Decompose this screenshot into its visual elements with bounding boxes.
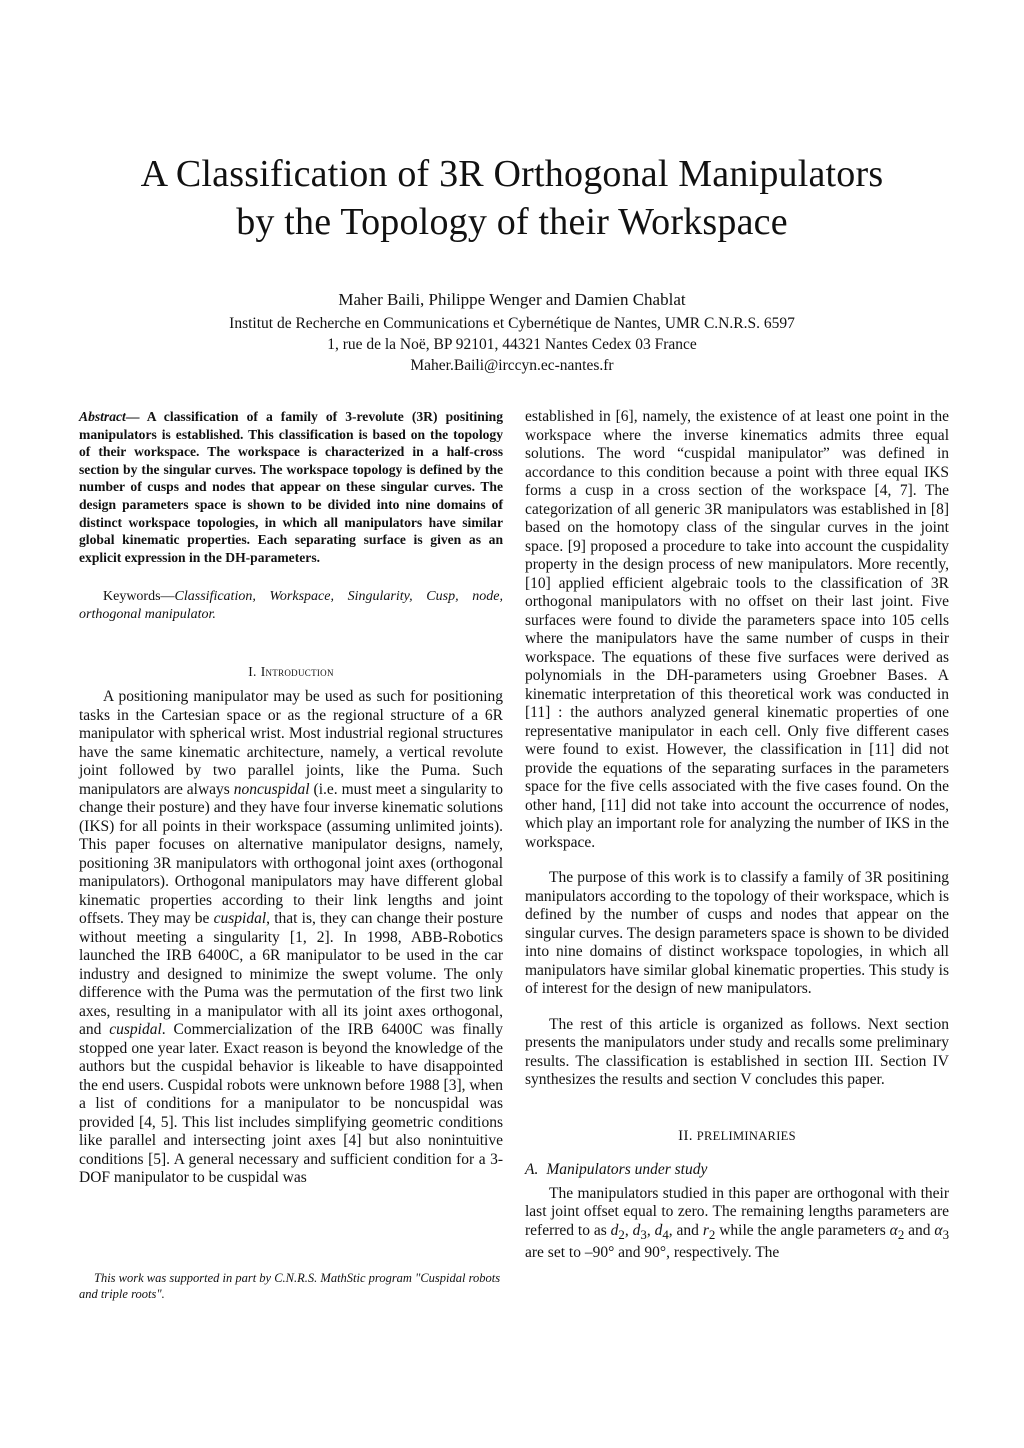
paper-title [0,150,1024,246]
abstract-dash: — [125,409,140,424]
subsection-letter: A. [525,1160,539,1178]
symbol-d: d [610,1221,619,1239]
separator: , and [668,1221,703,1239]
intro-emphasis-noncuspidal: noncuspidal [233,780,310,798]
abstract-text: A classification of a family of 3-revolute (3R) positining manipulators is established. This classification is based on the topology of their workspace. The workspace is characterized in a half-cross section by the singular curves. The workspace topology is defined by the number of cusps and nodes that appear on these singular curves. The design parameters space is shown to be divided into nine domains of distinct workspace topologies, in which all manipulators have similar global kinematic properties. Each separating surface is given as an explicit expression in the DH-parameters. [79,409,503,565]
section-heading-preliminaries [525,1128,949,1145]
intro-text-c: , that is, they can change their posture without meeting a singularity [1, 2]. In 1998, ABB-Robotics launched the IRB 6400C, a 6R manipulator to be used in the car industry and designed to minimize the swept volume. The only difference with the Puma was the permutation of the first two link axes, resulting in a manipulator with all its joint axes orthogonal, and [79,910,503,1039]
section-title: PRELIMINARIES [696,1128,796,1143]
affiliation-line-1: Institut de Recherche en Communications et Cybernétique de Nantes, UMR C.N.R.S. 6597 [229,315,795,332]
title-line-1: A Classification of 3R Orthogonal Manipulators [140,153,884,195]
symbol-alpha: α [934,1221,943,1239]
subscript: 3 [640,1226,647,1242]
symbol-d: d [654,1221,663,1239]
prelim-text-a: The manipulators studied in this paper are orthogonal with their last joint offset equal to zero. The remaining lengths parameters are referred to as [525,1184,949,1239]
paragraph-gap [525,999,949,1016]
separator: and [904,1221,935,1239]
subscript: 4 [662,1226,669,1242]
subsection-title: Manipulators under study [546,1160,708,1178]
intro-text-a: A positioning manipulator may be used as such for positioning tasks in the Cartesian space or as the regional structure of a 6R manipulator with spherical wrist. Most industrial regional structures have the same kinematic architecture, namely, a vertical revolute joint followed by two parallel joints, like the Puma. Such manipulators are always [79,688,503,798]
title-line-2: by the Topology of their Workspace [236,201,788,243]
intro-paragraph-2: The purpose of this work is to classify a family of 3R positining manipulators according to the topology of their workspace, which is defined by the number of cusps and nodes that appear on the singular curves. The design parameters space is shown to be divided into nine domains of distinct workspace topologies, in which all manipulators have similar global kinematic properties. This study is of interest for the design of new manipulators. [525,869,949,997]
intro-paragraph-3: The rest of this article is organized as follows. Next section presents the manipulators under study and recalls some preliminary results. The classification is established in section III. Section IV synthesizes the results and section V concludes this paper. [525,1015,949,1088]
author-list: Maher Baili, Philippe Wenger and Damien Chablat [338,290,686,309]
footnote: This work was supported in part by C.N.R.S. MathStic program "Cuspidal robots and triple roots". [79,1271,501,1301]
right-column [525,408,949,1263]
intro-text-d: . Commercialization of the IRB 6400C was finally stopped one year later. Exact reason is beyond the knowledge of the authors but the cuspidal behavior is likeable to have disappointed the end users. Cuspidal robots were unknown before 1988 [3], when a list of conditions for a manipulator to be noncuspidal was provided [4, 5]. This list includes simplifying geometric conditions like parallel and intersecting joint axes [4] but also nonintuitive conditions [5]. A general necessary and sufficient condition for a 3-DOF manipulator to be cuspidal was [79,1021,503,1187]
left-column [79,408,503,1188]
symbol-alpha: α [889,1221,898,1239]
prelim-text-b: while the angle parameters [715,1221,890,1239]
separator: , [624,1221,633,1239]
prelim-text-c: are set to –90° and 90°, respectively. The [525,1244,780,1262]
keywords-text: Classification, Workspace, Singularity, Cusp, node, orthogonal manipulator. [79,589,503,623]
paragraph-gap [525,852,949,869]
symbol-d: d [632,1221,641,1239]
separator: , [646,1221,655,1239]
abstract [79,408,503,566]
symbol-r: r [702,1221,709,1239]
section-title: Introduction [260,664,334,680]
intro-emphasis-cuspidal: cuspidal [213,910,267,928]
subscript: 3 [942,1226,950,1242]
author-email: Maher.Baili@irccyn.ec-nantes.fr [410,357,614,374]
keywords [79,588,503,624]
subscript: 2 [618,1226,625,1242]
keywords-label: Keywords— [103,589,175,605]
section-heading-introduction [79,664,503,680]
intro-text-b: (i.e. must meet a singularity to change their posture) and they have four inverse kinematic solutions (IKS) for all points in their workspace (assuming unlimited joints). This paper focuses on alternative manipulator designs, namely, positioning 3R manipulators with orthogonal joint axes (orthogonal manipulators). Orthogonal manipulators may have different global kinematic properties according to their link lengths and joint offsets. They may be [79,780,503,928]
subscript: 2 [897,1226,905,1242]
preliminaries-paragraph-1 [525,1185,949,1263]
affiliation [0,313,1024,376]
subsection-heading [525,1161,949,1179]
abstract-label: Abstract [79,409,126,424]
section-number: I. [248,664,257,680]
section-number: II. [678,1127,693,1144]
intro-paragraph-1-continued: established in [6], namely, the existence of at least one point in the workspace where the inverse kinematics admits three equal solutions. The word “cuspidal manipulator” was defined in accordance to this condition because a point with three equal IKS forms a cusp in a cross section of the workspace [4, 7]. The categorization of all generic 3R manipulators was established in [8] based on the homotopy class of the singular curves in the joint space. [9] proposed a procedure to take into account the cuspidality property in the design process of new manipulators. More recently, [10] applied efficient algebraic tools to the classification of 3R orthogonal manipulators with no offset on their last joint. Five surfaces were found to divide the parameters space into 105 cells where the manipulators have the same number of cusps in their workspace. The equations of these five surfaces were derived as polynomials in the DH-parameters using Groebner Bases. A kinematic interpretation of this theoretical work was conducted in [11] : the authors analyzed general kinematic properties of one representative manipulator in each cell. Only five different cases were found to exist. However, the classification in [11] did not provide the equations of the separating surfaces in the parameters space for the five cells associated with the five cases found. On the other hand, [11] did not take into account the occurrence of nodes, which play an important role for analyzing the number of IKS in the workspace. [525,408,949,851]
intro-emphasis-cuspidal-2: cuspidal [109,1021,162,1039]
intro-paragraph-1 [79,688,503,1188]
subscript: 2 [708,1226,716,1242]
affiliation-line-2: 1, rue de la Noë, BP 92101, 44321 Nantes Cedex 03 France [327,336,697,353]
